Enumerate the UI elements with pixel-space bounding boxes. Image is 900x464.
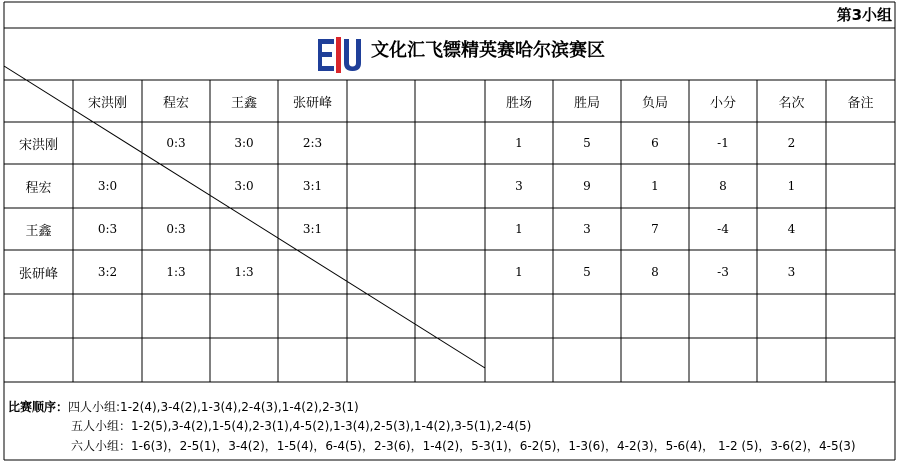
match-score: 3:2	[97, 265, 118, 279]
stat-value	[689, 338, 757, 382]
stat-header: 备注	[847, 95, 874, 111]
stat-value: 1	[651, 179, 659, 193]
stat-value	[826, 122, 895, 164]
stat-value: 5	[583, 136, 591, 150]
column-header: 张研峰	[292, 95, 332, 111]
match-score: 0:3	[166, 136, 186, 150]
stat-value: -3	[717, 265, 729, 279]
page-title: 文化汇飞镖精英赛哈尔滨赛区	[371, 40, 605, 61]
match-order-four-text: 四人小组:1-2(4),3-4(2),1-3(4),2-4(3),1-4(2),2-3(1)	[68, 400, 359, 414]
stat-value	[553, 338, 621, 382]
stat-value: 8	[719, 179, 727, 193]
stat-value: 7	[651, 222, 659, 236]
row-player-name	[4, 294, 73, 338]
match-score: 1:3	[166, 265, 186, 279]
stat-value	[621, 338, 689, 382]
match-score	[347, 164, 415, 208]
stat-value	[689, 294, 757, 338]
stat-value: 1	[787, 179, 796, 193]
stat-header: 胜局	[573, 95, 600, 111]
match-score	[278, 338, 347, 382]
match-score: 3:1	[302, 179, 323, 193]
column-header	[347, 80, 415, 122]
stat-value: 1	[515, 265, 523, 279]
match-score	[210, 338, 278, 382]
match-score	[142, 294, 210, 338]
match-score	[210, 294, 278, 338]
column-header: 宋洪刚	[87, 95, 127, 111]
match-score	[347, 294, 415, 338]
match-score	[415, 338, 485, 382]
match-score	[347, 338, 415, 382]
stat-value	[757, 338, 826, 382]
match-score	[73, 294, 142, 338]
match-score: 2:3	[302, 136, 323, 150]
stat-value	[826, 164, 895, 208]
match-score: 0:3	[97, 222, 118, 236]
stat-value: 1	[515, 222, 523, 236]
match-score	[73, 122, 142, 164]
stat-value: 3	[787, 265, 796, 279]
stat-value: 9	[583, 179, 591, 193]
stat-value: -1	[717, 136, 729, 150]
column-header: 王鑫	[230, 95, 257, 111]
match-order-four	[8, 398, 359, 415]
stat-value: -4	[717, 222, 729, 236]
logo-mark-icon	[318, 37, 362, 73]
stat-value: 3	[583, 222, 591, 236]
stat-value	[826, 250, 895, 294]
stat-header: 胜场	[505, 95, 532, 111]
match-score: 1:3	[234, 265, 254, 279]
stat-header: 负局	[641, 95, 668, 111]
stat-value	[757, 294, 826, 338]
event-logo	[318, 37, 362, 73]
match-score	[73, 338, 142, 382]
match-score	[278, 250, 347, 294]
stat-value: 8	[651, 265, 659, 279]
stat-value	[826, 338, 895, 382]
row-player-name: 张研峰	[18, 266, 58, 282]
match-score: 0:3	[166, 222, 186, 236]
match-score	[415, 294, 485, 338]
column-header	[415, 80, 485, 122]
match-score	[347, 250, 415, 294]
stat-value	[826, 208, 895, 250]
match-score	[415, 122, 485, 164]
match-score: 3:0	[234, 179, 254, 193]
stat-value: 4	[787, 222, 796, 236]
column-header: 程宏	[162, 95, 189, 111]
group-label: 第3小组	[836, 6, 892, 24]
stat-header: 小分	[709, 95, 736, 111]
stat-value	[485, 294, 553, 338]
match-score	[347, 208, 415, 250]
match-score	[347, 122, 415, 164]
stat-value	[553, 294, 621, 338]
match-order-six: 六人小组：1-6(3)，2-5(1)，3-4(2)，1-5(4)，6-4(5)，2-3(6)，1-4(2)，5-3(1)，6-2(5)，1-3(6)，4-2(3)，5-6(4)， 1-2 (5)，3-6(2)，4-5(3)	[71, 439, 856, 453]
stat-value	[826, 294, 895, 338]
stat-value: 5	[583, 265, 591, 279]
stat-value	[485, 338, 553, 382]
row-player-name: 宋洪刚	[18, 137, 58, 153]
stat-value: 6	[651, 136, 659, 150]
stat-value: 3	[515, 179, 523, 193]
match-score	[415, 250, 485, 294]
match-order-five: 五人小组：1-2(5),3-4(2),1-5(4),2-3(1),4-5(2),1-3(4),2-5(3),1-4(2),3-5(1),2-4(5)	[71, 419, 532, 433]
match-order-label: 比赛顺序：	[8, 400, 69, 414]
match-score	[142, 338, 210, 382]
match-score: 3:0	[234, 136, 254, 150]
match-score	[142, 164, 210, 208]
row-player-name: 程宏	[25, 180, 52, 196]
stat-header: 名次	[778, 95, 805, 111]
row-player-name: 王鑫	[25, 223, 52, 239]
match-score	[278, 294, 347, 338]
match-score	[415, 208, 485, 250]
match-score	[415, 164, 485, 208]
stat-value: 2	[787, 136, 796, 150]
match-score: 3:1	[302, 222, 323, 236]
match-score: 3:0	[97, 179, 118, 193]
match-score	[210, 208, 278, 250]
row-player-name	[4, 338, 73, 382]
stat-value: 1	[515, 136, 523, 150]
stat-value	[621, 294, 689, 338]
